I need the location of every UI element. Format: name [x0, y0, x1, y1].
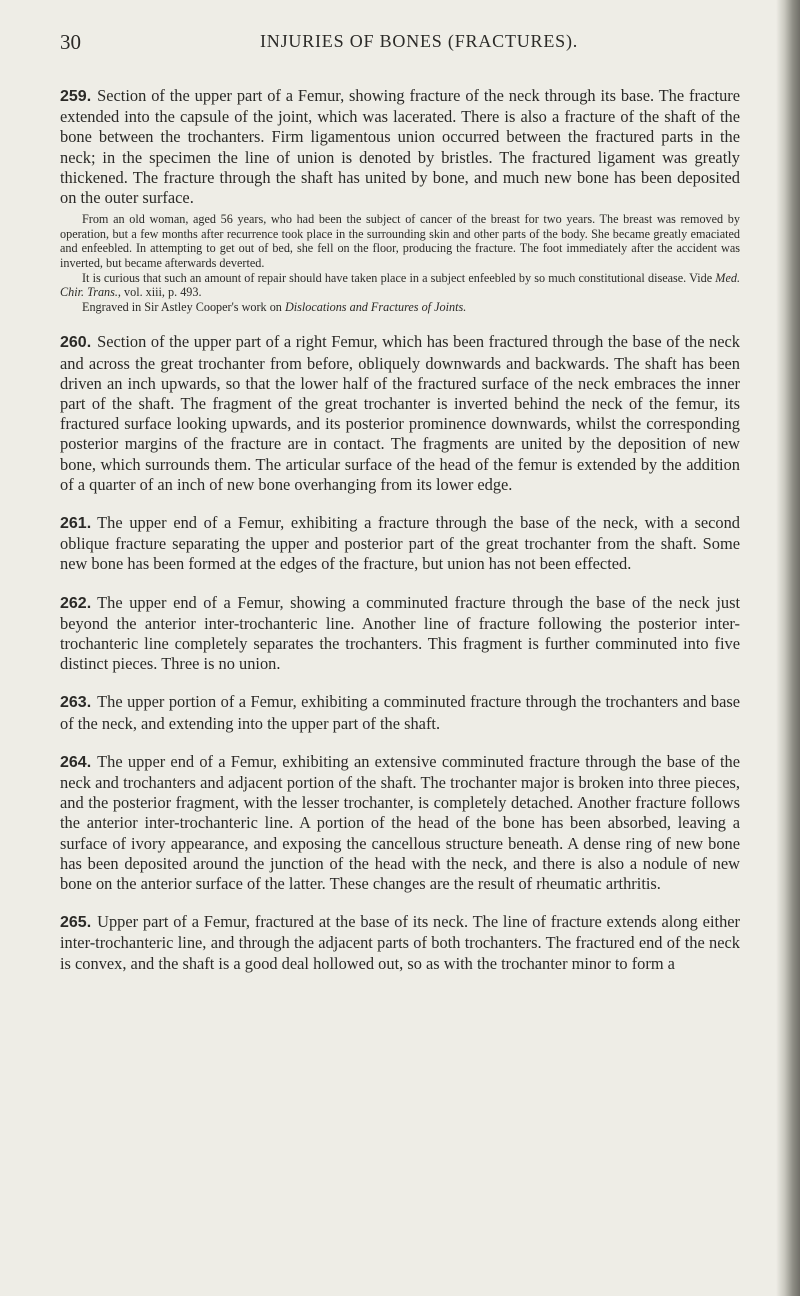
- entry-262: [60, 593, 740, 675]
- page-header: [60, 30, 740, 56]
- entry-265: [60, 912, 740, 974]
- entry-number: 263.: [60, 694, 92, 712]
- entry-paragraph: [60, 593, 740, 675]
- entry-261: [60, 513, 740, 575]
- entry-number: 264.: [60, 753, 92, 771]
- entry-number: 260.: [60, 334, 92, 352]
- note-paragraph: [60, 300, 740, 315]
- entry-text: Section of the upper part of a Femur, showing fracture of the neck through its base. The fracture extended into the capsule of the joint, which was lacerated. There is also a fracture of the shaft of the bone between the trochanters. Firm ligamentous union occurred between the fractured parts in the neck; in the specimen the line of union is denoted by bristles. The fractured ligament was greatly thickened. The fracture through the shaft has united by bone, and much new bone has been deposited on the outer surface.: [60, 86, 740, 208]
- note-reference: Med. Chir. Trans.: [60, 270, 740, 300]
- note-reference: Dislocations and Fractures of Joints.: [284, 299, 467, 314]
- note-text: It is curious that such an amount of repair should have taken place in a subject enfeebled by so much constitutional disease. Vide: [82, 270, 716, 285]
- entry-number: 265.: [60, 914, 92, 932]
- entry-text: The upper end of a Femur, exhibiting a fracture through the base of the neck, with a second oblique fracture separating the upper and posterior part of the great trochanter from the shaft. Some new bone has been formed at the edges of the fracture, but union has not been effected.: [60, 513, 740, 574]
- page-number: 30: [60, 30, 81, 54]
- entry-paragraph: [60, 332, 740, 495]
- entry-text: Section of the upper part of a right Femur, which has been fractured through the base of the neck and across the great trochanter from before, obliquely downwards and backwards. The shaft has been driven an inch upwards, so that the lower half of the fractured surface of the neck embraces the inner part of the shaft. The fragment of the great trochanter is inverted behind the neck of the femur, its fractured surface looking upwards, and its posterior prominence downwards, whilst the corresponding posterior margins of the fracture are in contact. The fragments are united by the deposition of new bone, which surrounds them. The articular surface of the head of the femur is extended by the addition of a quarter of an inch of new bone overhanging from its lower edge.: [60, 332, 740, 494]
- entry-note: [60, 212, 740, 314]
- entry-paragraph: [60, 692, 740, 733]
- entry-263: [60, 692, 740, 733]
- entry-264: [60, 752, 740, 894]
- entry-number: 261.: [60, 515, 92, 532]
- page-body: [60, 86, 740, 992]
- entry-paragraph: [60, 86, 740, 208]
- note-text: Engraved in Sir Astley Cooper's work on: [82, 299, 285, 314]
- note-paragraph: [60, 212, 740, 270]
- entry-number: 262.: [60, 594, 92, 612]
- note-text: From an old woman, aged 56 years, who had been the subject of cancer of the breast for two years. The breast was removed by operation, but a few months after recurrence took place in the surrounding skin and other parts of the body. She became greatly emaciated and enfeebled. In attempting to get out of bed, she fell on the floor, producing the fracture. The foot immediately after the accident was inverted, but became afterwards deverted.: [60, 212, 740, 270]
- note-text: , vol. xiii, p. 493.: [117, 285, 202, 300]
- entry-text: The upper portion of a Femur, exhibiting a comminuted fracture through the trochanters and base of the neck, and extending into the upper part of the shaft.: [60, 692, 740, 733]
- entry-paragraph: [60, 752, 740, 894]
- running-head: INJURIES OF BONES (FRACTURES).: [260, 31, 579, 51]
- entry-text: The upper end of a Femur, showing a comminuted fracture through the base of the neck just beyond the anterior inter-trochanteric line. Another line of fracture following the posterior inter-trochanteric line completely separates the trochanters. This fragment is further comminuted into five distinct pieces. Three is no union.: [60, 592, 740, 674]
- entry-text: The upper end of a Femur, exhibiting an extensive comminuted fracture through the base of the neck and trochanters and adjacent portion of the shaft. The trochanter major is broken into three pieces, and the posterior fragment, with the lesser trochanter, is completely detached. Another fracture follows the anterior inter-trochanteric line. A portion of the head of the bone has been absorbed, leaving a surface of ivory appearance, and exposing the cancellous structure beneath. A dense ring of new bone has been deposited around the junction of the head with the neck, and there is also a nodule of new bone on the anterior surface of the latter. These changes are the result of rheumatic arthritis.: [60, 751, 740, 894]
- entry-number: 259.: [60, 88, 92, 105]
- page-edge-shadow: [776, 0, 800, 1296]
- entry-260: [60, 332, 740, 495]
- entry-paragraph: [60, 912, 740, 974]
- entry-text: Upper part of a Femur, fractured at the base of its neck. The line of fracture extends along either inter-trochanteric line, and through the adjacent parts of both trochanters. The fractured end of the neck is convex, and the shaft is a good deal hollowed out, so as with the trochanter minor to form a: [60, 912, 740, 973]
- entry-259: [60, 86, 740, 314]
- note-paragraph: [60, 271, 740, 300]
- entry-paragraph: [60, 513, 740, 575]
